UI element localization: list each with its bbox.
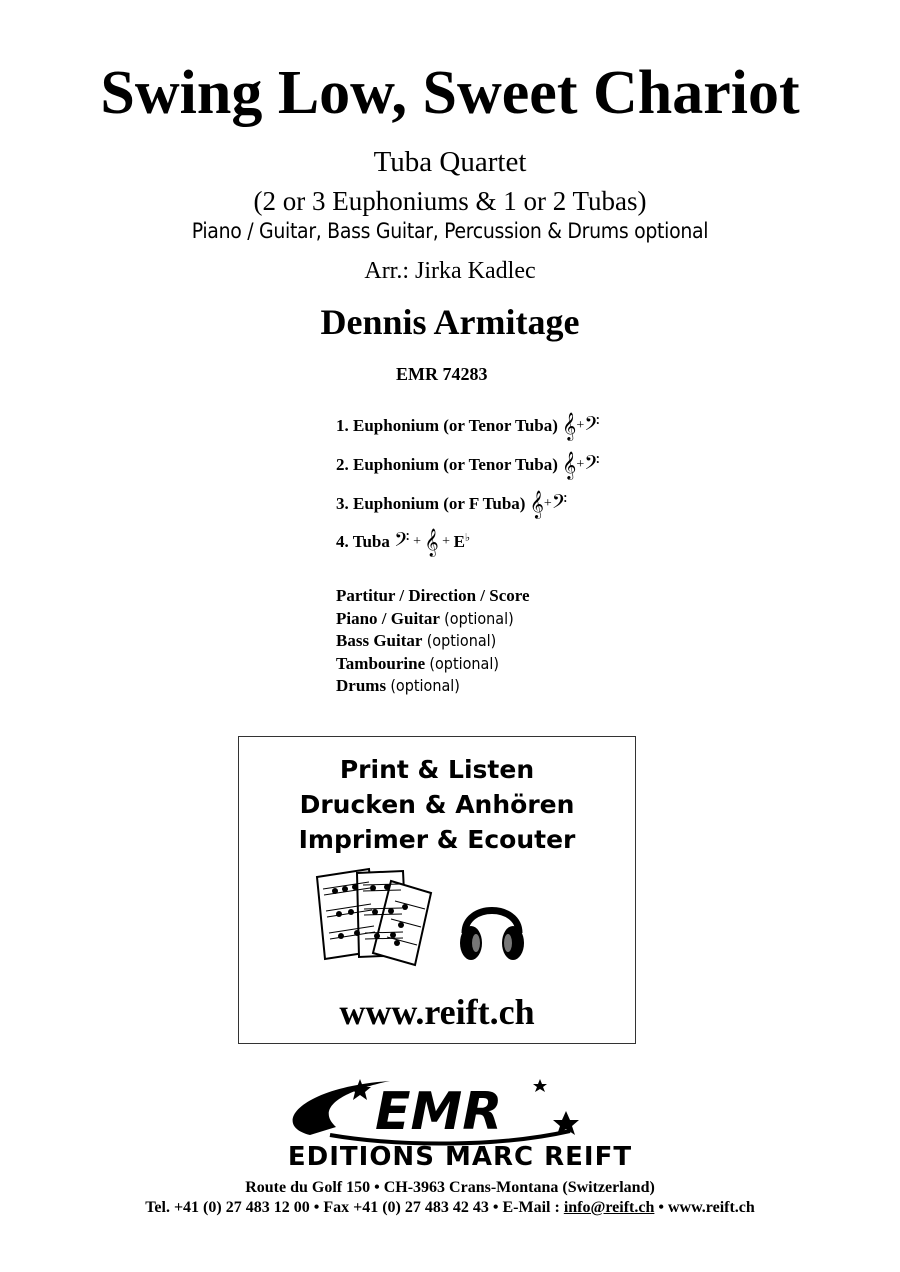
- logo-emr-text: EMR: [375, 1082, 503, 1142]
- part-label: 2. Euphonium (or Tenor Tuba): [336, 455, 558, 474]
- bass-clef-icon: 𝄢: [584, 412, 600, 440]
- extras-list: [336, 585, 530, 698]
- composer: Dennis Armitage: [320, 302, 580, 342]
- treble-clef-icon: 𝄞: [562, 451, 577, 479]
- catalog-number: EMR 74283: [396, 364, 488, 384]
- promo-line-de: Drucken & Anhören: [299, 790, 575, 819]
- key-e: E: [453, 532, 465, 551]
- website-link[interactable]: www.reift.ch: [668, 1199, 755, 1216]
- bass-clef-icon: 𝄢: [584, 451, 600, 479]
- flat-icon: ♭: [464, 532, 471, 544]
- promo-line-fr: Imprimer & Ecouter: [298, 825, 576, 854]
- headphones-icon: [457, 887, 527, 967]
- print-listen-box: [238, 736, 636, 1044]
- email-label: E-Mail :: [502, 1199, 560, 1216]
- list-item: Bass Guitar (optional): [336, 631, 497, 650]
- emr-logo: [240, 1073, 680, 1173]
- promo-url: www.reift.ch: [339, 992, 535, 1032]
- bass-clef-icon: 𝄢: [551, 490, 568, 518]
- fax: Fax +41 (0) 27 483 42 43: [323, 1199, 489, 1216]
- part-4: 4. Tuba 𝄢 + 𝄞 + E♭: [336, 528, 471, 556]
- treble-clef-icon: 𝄞: [529, 490, 544, 518]
- instrumentation: (2 or 3 Euphoniums & 1 or 2 Tubas): [253, 186, 647, 216]
- part-1: 1. Euphonium (or Tenor Tuba) 𝄞+𝄢: [336, 412, 600, 440]
- treble-clef-icon: 𝄞: [424, 528, 439, 556]
- bass-clef-icon: 𝄢: [394, 528, 410, 556]
- sheet-music-icon: [311, 867, 441, 967]
- part-2: 2. Euphonium (or Tenor Tuba) 𝄞+𝄢: [336, 451, 600, 479]
- list-item: Piano / Guitar (optional): [336, 608, 514, 628]
- publisher-name: EDITIONS MARC REIFT: [287, 1142, 633, 1172]
- list-item: Drums (optional): [336, 676, 460, 695]
- publisher-address: Route du Golf 150 • CH-3963 Crans-Montana (Switzerland): [245, 1179, 655, 1196]
- part-3: 3. Euphonium (or F Tuba) 𝄞+𝄢: [336, 490, 568, 518]
- list-item: Tambourine (optional): [336, 653, 499, 673]
- subtitle: Tuba Quartet: [373, 146, 527, 178]
- email-link[interactable]: info@reift.ch: [563, 1199, 655, 1216]
- publisher-contacts: Tel. +41 (0) 27 483 12 00 • Fax +41 (0) 27 483 42 43 • E-Mail : info@reift.ch • www.reift.ch: [145, 1199, 755, 1216]
- arranger: Arr.: Jirka Kadlec: [364, 258, 536, 284]
- list-item: Partitur / Direction / Score: [336, 586, 530, 605]
- promo-line-en: Print & Listen: [339, 755, 535, 784]
- part-label: 4. Tuba: [336, 532, 390, 551]
- page-title: Swing Low, Sweet Chariot: [100, 59, 800, 127]
- phone: Tel. +41 (0) 27 483 12 00: [145, 1199, 310, 1216]
- part-label: 1. Euphonium (or Tenor Tuba): [336, 416, 558, 435]
- treble-clef-icon: 𝄞: [562, 412, 577, 440]
- part-label: 3. Euphonium (or F Tuba): [336, 494, 526, 513]
- optional-instruments: Piano / Guitar, Bass Guitar, Percussion & Drums optional: [191, 219, 709, 243]
